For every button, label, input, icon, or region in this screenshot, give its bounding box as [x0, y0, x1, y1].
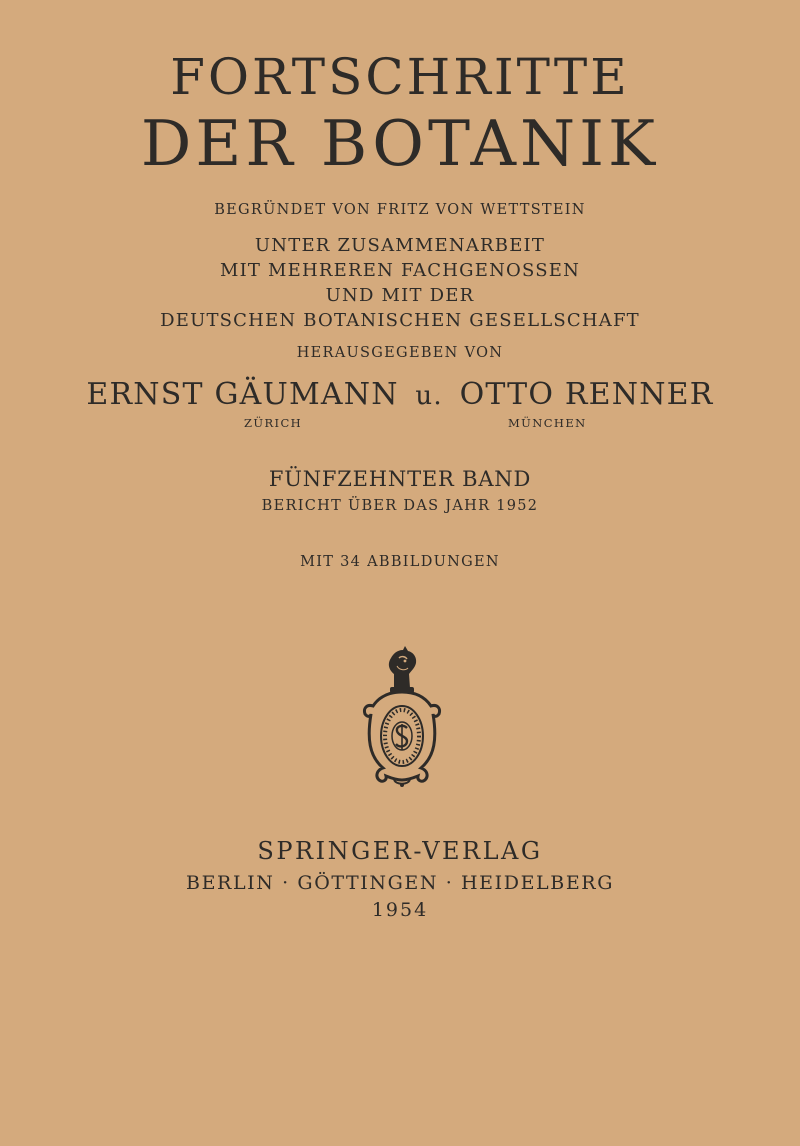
illustrations-line: MIT 34 ABBILDUNGEN	[300, 554, 500, 570]
volume-line: FÜNFZEHNTER BAND	[268, 467, 532, 491]
springer-horse-head-emblem-icon	[361, 644, 443, 788]
editor-1-place: ZÜRICH	[244, 416, 303, 430]
publisher-cities: BERLIN · GÖTTINGEN · HEIDELBERG	[186, 872, 614, 894]
publisher-name: SPRINGER-VERLAG	[257, 837, 543, 865]
series-title-line-1: FORTSCHRITTE	[170, 48, 630, 106]
editor-1-name: ERNST GÄUMANN	[86, 377, 399, 412]
publication-year: 1954	[371, 899, 429, 921]
collaboration-line-4: DEUTSCHEN BOTANISCHEN GESELLSCHAFT	[160, 310, 640, 331]
series-title-line-2: DER BOTANIK	[140, 107, 660, 180]
collaboration-line-3: UND MIT DER	[325, 285, 475, 306]
collaboration-line-1: UNTER ZUSAMMENARBEIT	[254, 235, 546, 256]
founder-line: BEGRÜNDET VON FRITZ VON WETTSTEIN	[214, 202, 586, 218]
editor-2-name: OTTO RENNER	[459, 377, 714, 412]
editors-conjunction: u.	[415, 381, 443, 411]
report-year-line: BERICHT ÜBER DAS JAHR 1952	[261, 498, 539, 514]
edited-by-line: HERAUSGEGEBEN VON	[296, 345, 504, 361]
collaboration-line-2: MIT MEHREREN FACHGENOSSEN	[219, 260, 581, 281]
editors-line	[0, 377, 800, 412]
editor-2-place: MÜNCHEN	[508, 416, 587, 430]
